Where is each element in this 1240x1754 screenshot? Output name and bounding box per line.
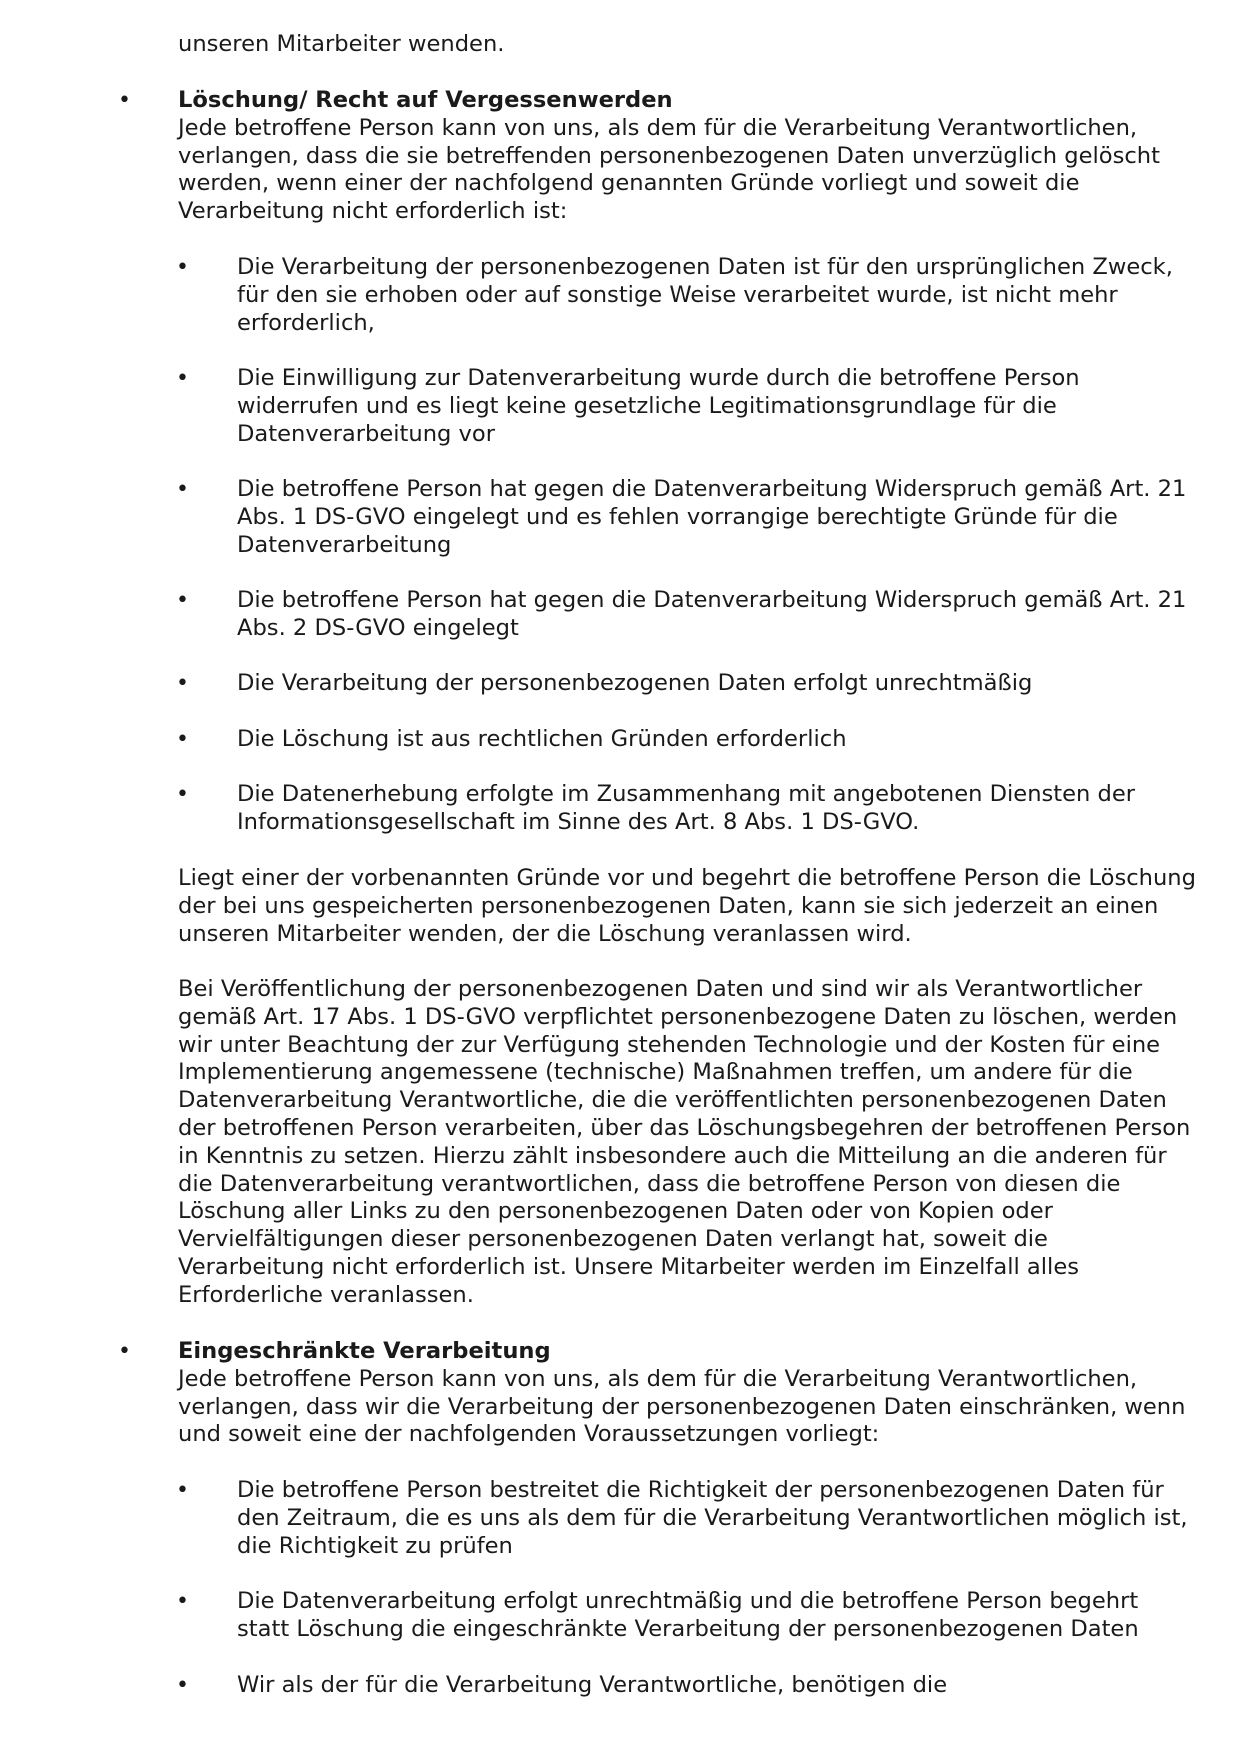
list-bullet: •: [176, 477, 189, 502]
list-item: Wir als der für die Verarbeitung Verantwortliche, benötigen die: [237, 1672, 948, 1698]
list-item: Die Datenerhebung erfolgte im Zusammenhang mit angebotenen Diensten der Informationsgesellschaft im Sinne des Art. 8 Abs. 1 DS-GVO.: [237, 781, 1136, 835]
section-intro-restriction: Jede betroffene Person kann von uns, als dem für die Verarbeitung Verantwortlichen, verlangen, dass wir die Verarbeitung der personenbezogenen Daten einschränken, wenn und soweit eine der nachfolgenden Voraussetzungen vorliegt:: [178, 1365, 1186, 1448]
section-restriction: [178, 1338, 1198, 1449]
list-item: Die betroffene Person hat gegen die Datenverarbeitung Widerspruch gemäß Art. 21 Abs. 2 DS-GVO eingelegt: [237, 587, 1187, 641]
list-bullet: •: [176, 255, 189, 280]
paragraph: Bei Veröffentlichung der personenbezogenen Daten und sind wir als Verantwortlicher gemäß Art. 17 Abs. 1 DS-GVO verpflichtet personenbezogene Daten zu löschen, werden wir unter Beachtung der zur Verfügung stehenden Technologie und der Kosten für eine Implementierung angemessene (technische) Maßnahmen treffen, um andere für die Datenverarbeitung Verantwortliche, die die veröffentlichten personenbezogenen Daten der betroffenen Person verarbeiten, über das Löschungsbegehren der betroffenen Person in Kenntnis zu setzen. Hierzu zählt insbesondere auch die Mitteilung an die anderen für die Datenverarbeitung verantwortlichen, dass die betroffene Person von diesen die Löschung aller Links zu den personenbezogenen Daten oder von Kopien oder Vervielfältigungen dieser personenbezogenen Daten verlangt hat, soweit die Verarbeitung nicht erforderlich ist. Unsere Mitarbeiter werden im Einzelfall alles Erforderliche veranlassen.: [178, 976, 1191, 1308]
list-item: Die Löschung ist aus rechtlichen Gründen erforderlich: [237, 726, 847, 752]
list-item: Die betroffene Person bestreitet die Richtigkeit der personenbezogenen Daten für den Zeitraum, die es uns als dem für die Verarbeitung Verantwortlichen möglich ist, die Richtigkeit zu prüfen: [237, 1477, 1188, 1559]
section-bullet: •: [118, 88, 131, 113]
list-bullet: •: [176, 366, 189, 391]
list-bullet: •: [176, 671, 189, 696]
list-item: Die betroffene Person hat gegen die Datenverarbeitung Widerspruch gemäß Art. 21 Abs. 1 DS-GVO eingelegt und es fehlen vorrangige berechtigte Gründe für die Datenverarbeitung: [237, 476, 1187, 558]
list-item: Die Einwilligung zur Datenverarbeitung wurde durch die betroffene Person widerrufen und es liegt keine gesetzliche Legitimationsgrundlage für die Datenverarbeitung vor: [237, 365, 1080, 447]
section-heading-restriction: Eingeschränkte Verarbeitung: [178, 1338, 551, 1364]
list-bullet: •: [176, 588, 189, 613]
list-bullet: •: [176, 1589, 189, 1614]
paragraph: Liegt einer der vorbenannten Gründe vor und begehrt die betroffene Person die Löschung der bei uns gespeicherten personenbezogenen Daten, kann sie sich jederzeit an einen unseren Mitarbeiter wenden, der die Löschung veranlassen wird.: [178, 865, 1196, 947]
section-intro-deletion: Jede betroffene Person kann von uns, als dem für die Verarbeitung Verantwortlichen, verlangen, dass die sie betreffenden personenbezogenen Daten unverzüglich gelöscht werden, wenn einer der nachfolgend genannten Gründe vorliegt und soweit die Verarbeitung nicht erforderlich ist:: [178, 114, 1160, 225]
list-item: Die Datenverarbeitung erfolgt unrechtmäßig und die betroffene Person begehrt statt Löschung die eingeschränkte Verarbeitung der personenbezogenen Daten: [237, 1588, 1139, 1642]
list-item: Die Verarbeitung der personenbezogenen Daten ist für den ursprünglichen Zweck, für den sie erhoben oder auf sonstige Weise verarbeitet wurde, ist nicht mehr erforderlich,: [237, 254, 1173, 336]
list-bullet: •: [176, 727, 189, 752]
intro-continuation: unseren Mitarbeiter wenden.: [178, 31, 505, 57]
list-bullet: •: [176, 782, 189, 807]
list-item: Die Verarbeitung der personenbezogenen Daten erfolgt unrechtmäßig: [237, 670, 1033, 696]
section-deletion: [178, 87, 1198, 226]
section-bullet: •: [118, 1339, 131, 1364]
list-bullet: •: [176, 1478, 189, 1503]
section-heading-deletion: Löschung/ Recht auf Vergessenwerden: [178, 87, 673, 113]
list-bullet: •: [176, 1673, 189, 1698]
